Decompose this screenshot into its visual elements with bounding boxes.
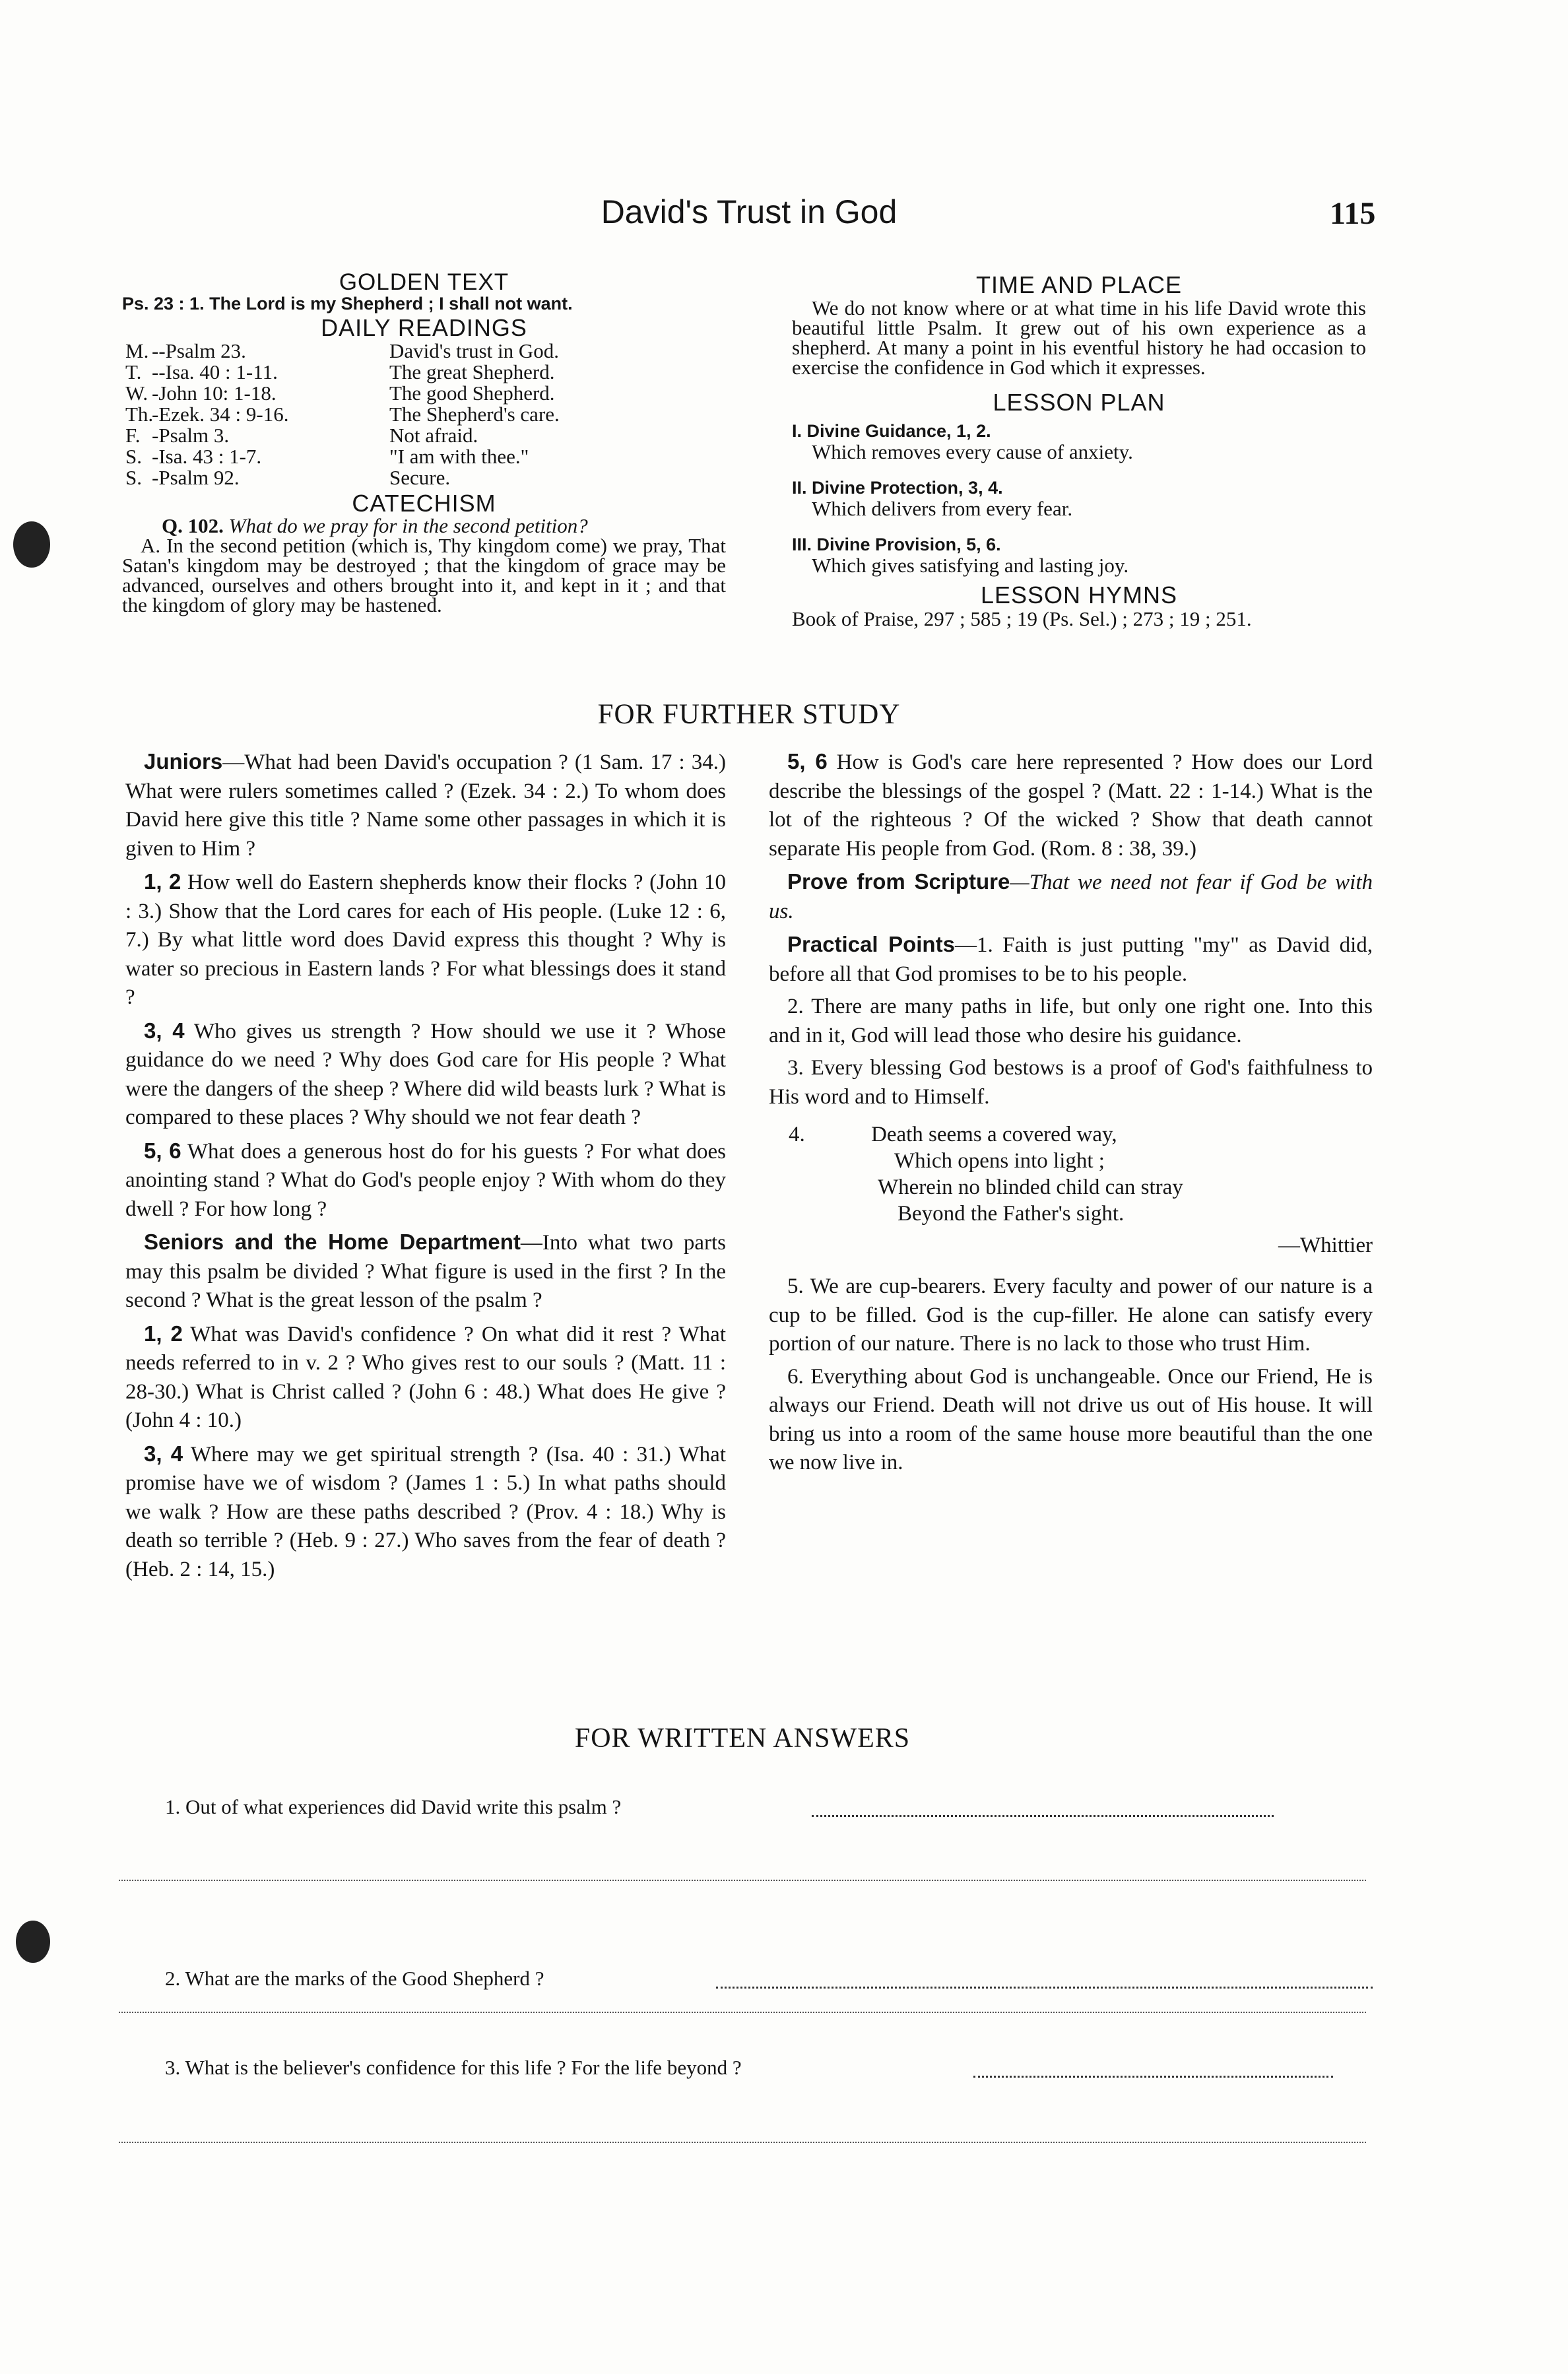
reading-row: T. --Isa. 40 : 1-11. The great Shepherd. [125,360,555,383]
poem [769,1121,1373,1259]
page-number: 115 [1330,196,1376,231]
reading-row: S. -Isa. 43 : 1-7. "I am with thee." [125,445,529,468]
poem-author: —Whittier [1278,1234,1373,1257]
time-place-heading: TIME AND PLACE [975,271,1183,298]
poem-line: Wherein no blinded child can stray [878,1175,1183,1199]
time-place-section [792,272,1366,629]
lesson-plan-item: III. Divine Provision, 5, 6. Which gives satisfying and lasting joy. [792,535,1129,577]
practical-points-5: 5. We are cup-bearers. Every faculty and power of our nature is a cup to be filled. God is the cup-filler. He alone can satisfy every portion of our nature. There is no lack to those who trust Him. [769,1274,1373,1356]
seniors-5-6: 5, 6 How is God's care here represented ? How does our Lord describe the blessings of the gospel ? (Matt. 22 : 1-14.) What is the lot of the righteous ? Of the wicked ? Show that death cannot separate His people from God. (Rom. 8 : 38, 39.) [769,749,1373,861]
practical-points-2: 2. There are many paths in life, but only one right one. Into this and in it, God will lead those who desire his guidance. [769,995,1373,1047]
answer-line[interactable] [716,1987,1373,1989]
binding-hole-mark [16,1921,50,1963]
lesson-plan-item: I. Divine Guidance, 1, 2. Which removes every cause of anxiety. [792,421,1133,463]
poem-line: Death seems a covered way, [871,1123,1117,1146]
golden-text-verse: The Lord is my Shepherd ; I shall not want. [209,294,573,313]
lesson-plan-list [792,421,1366,576]
answer-line[interactable] [119,2012,1366,2013]
juniors-1-2: 1, 2 How well do Eastern shepherds know their flocks ? (John 10 : 3.) Show that the Lord cares for each of His people. (Luke 12 : 6, 7.) By what little word does David express this thought ? Why is water so precious in Eastern lands ? For what blessings does it stand ? [125,869,727,1009]
juniors-paragraph: Juniors—What had been David's occupation ? (1 Sam. 17 : 34.) What were rulers sometimes called ? (Ezek. 34 : 2.) To whom does David here give this title ? Name some other passages in which it is given to Him ? [125,749,726,861]
answer-line[interactable] [973,2076,1333,2078]
lesson-plan-heading: LESSON PLAN [993,389,1165,416]
practical-points-1: Practical Points—1. Faith is just putting "my" as David did, before all that God promises to be to his people. [769,932,1373,986]
further-study-left-column [125,747,726,1588]
seniors-3-4: 3, 4 Where may we get spiritual strength ? (Isa. 40 : 31.) What promise have we of wisdom ? (James 1 : 5.) In what paths should we walk ? How are these paths described ? (Prov. 4 : 18.) Why is death so terrible ? (Heb. 9 : 27.) Who saves from the fear of death ? (Heb. 2 : 14, 15.) [125,1441,726,1581]
catechism-body: Q. 102. What do we pray for in the second petition? A. In the second petition (which is, Thy kingdom come) we pray, That Satan's kingdom may be destroyed ; that the kingdom of grace may be advanced, ourselves and others brought into it, and kept in it ; and that the kingdom of glory may be hastened. [122,514,726,616]
written-question-1: 1. Out of what experiences did David write this psalm ? [165,1795,622,1818]
further-study-heading: FOR FURTHER STUDY [597,699,901,730]
lesson-hymns-text: Book of Praise, 297 ; 585 ; 19 (Ps. Sel.) ; 273 ; 19 ; 251. [792,607,1252,630]
golden-text-heading: GOLDEN TEXT [339,269,509,295]
time-place-text: We do not know where or at what time in his life David wrote this beautiful little Psalm. It grew out of his own experience as a shepherd. At many a point in his eventful history he had occasion to exercise the confidence in God which it expresses. [792,296,1366,379]
catechism-heading: CATECHISM [352,490,496,517]
further-study-right-column [769,747,1373,1482]
reading-row: M. --Psalm 23. David's trust in God. [125,339,560,362]
golden-text-section [122,271,726,615]
lesson-hymns-heading: LESSON HYMNS [980,581,1178,609]
reading-row: W. -John 10: 1-18. The good Shepherd. [125,381,555,405]
reading-row: F. -Psalm 3. Not afraid. [125,424,478,447]
daily-readings-heading: DAILY READINGS [321,314,527,341]
written-answers-heading: FOR WRITTEN ANSWERS [574,1723,911,1754]
reading-row: S. -Psalm 92. Secure. [125,466,451,489]
practical-points-3: 3. Every blessing God bestows is a proof of God's faithfulness to His word and to Himself. [769,1056,1373,1109]
poem-line: Which opens into light ; [894,1149,1105,1173]
written-question-3: 3. What is the believer's confidence for this life ? For the life beyond ? [165,2056,742,2079]
binding-hole-mark [13,521,50,568]
answer-line[interactable] [812,1815,1274,1817]
lesson-plan-item: II. Divine Protection, 3, 4. Which delivers from every fear. [792,478,1073,520]
seniors-1-2: 1, 2 What was David's confidence ? On what did it rest ? What needs referred to in v. 2 ? Who gives rest to our souls ? (Matt. 11 : 28-30.) What is Christ called ? (John 6 : 48.) What does He give ? (John 4 : 10.) [125,1321,726,1432]
daily-readings-list [125,341,726,488]
golden-text [122,294,726,313]
seniors-paragraph: Seniors and the Home Department—Into what two parts may this psalm be divided ? What figure is used in the first ? In the second ? What is the great lesson of the psalm ? [125,1230,726,1312]
answer-line[interactable] [119,2142,1366,2143]
prove-from-scripture: Prove from Scripture—That we need not fear if God be with us. [769,869,1373,923]
written-question-2: 2. What are the marks of the Good Shepherd ? [165,1967,544,1990]
poem-line: Beyond the Father's sight. [898,1202,1125,1226]
poem-number: 4. [789,1123,805,1146]
juniors-5-6: 5, 6 What does a generous host do for his guests ? For what does anointing stand ? What do God's people enjoy ? With whom do they dwell ? For how long ? [125,1138,726,1221]
practical-points-6: 6. Everything about God is unchangeable. Once our Friend, He is always our Friend. Death will not drive us out of His house. It will bring us into a room of the same house more beautiful than the one we now live in. [769,1364,1373,1474]
answer-line[interactable] [119,1880,1366,1881]
golden-text-ref: Ps. 23 : 1. [122,294,205,313]
juniors-3-4: 3, 4 Who gives us strength ? How should we use it ? Whose guidance do we need ? Why does God care for His people ? What were the dangers of the sheep ? Where did wild beasts lurk ? What is compared to these places ? Why should we not fear death ? [125,1018,726,1129]
reading-row: Th. -Ezek. 34 : 9-16. The Shepherd's care. [125,403,560,426]
page-title: David's Trust in God [601,193,898,230]
